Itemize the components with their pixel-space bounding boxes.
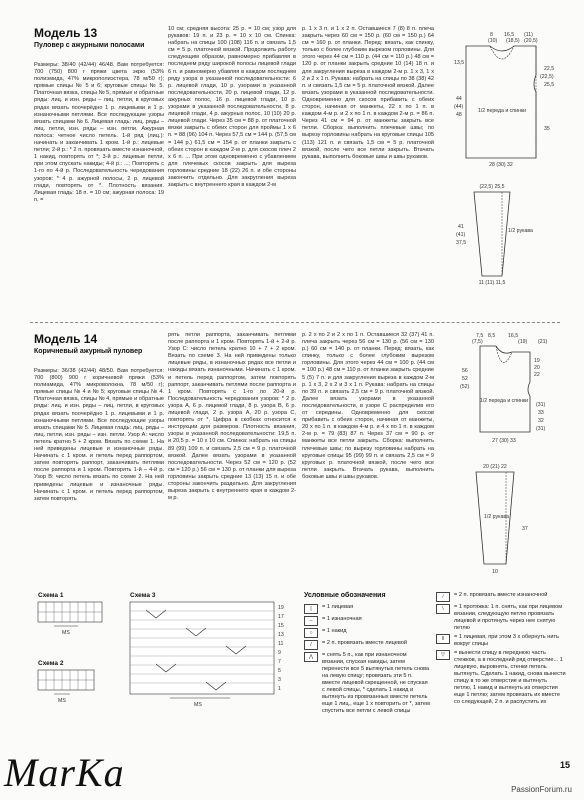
model14-top-3: 16,5 — [508, 333, 519, 339]
purl-stitch-icon: – — [304, 616, 318, 626]
legend-item-text: = 1 накид — [322, 628, 347, 634]
model14-body-bottom: 27 (30) 33 — [492, 438, 516, 444]
model13-title: Модель 13 — [34, 26, 98, 40]
model13-side-0: 13,5 — [454, 60, 465, 66]
model14-col2-text: рять петли раппорта, заканчивать петлями после раппорта и 1 кром. Повторять 1-й + 2-й р. Узор C: число петель кратно 10 + 7 + 2 кром. Вязать по схеме 3. На ней приведены только лицевые ряды, в изнаночных рядах все петли и накиды вязать изнаночными. Начинать с 1 кром. и петель перед раппортом, затем повторять раппорт, заканчивать петлями после раппорта и 1 кром. Повторять с 1-го по 20-й р. Последовательность чередования узоров: * 2 р. узора А, 6 р. лицевой глади, 8 р. узора В, 6 р. лицевой глади, 2 р. узора А, 20 р. узора С, повторять от *. Цифра в скобках относится к инструкции для размеров. Плотность вязания, узоры в указанной последовательности: 19,5 п. и 20,5 р. = 10 х 10 см. Спинка: набрать на спицы 89 (99) 109 п. и связать 2,5 см = 9 р. платочной вязкой. Далее вязать узорами в указанной последовательности. Через 52 см = 120 р. (52 см = 120 р.) 56 см = 130 р. от планки для выреза горловины закрыть средние 13 (13) 15 п. и обе стороны закончить раздельно. Для закругления выреза закрыть с внутреннего края в каждом 2-м р. — [168, 332, 296, 502]
scheme3-title: Схема 3 — [130, 592, 156, 599]
cluster-5-icon: ⋀ — [304, 652, 318, 662]
model13-top-2: (10) — [488, 38, 498, 44]
scheme3-row-9: 9 — [278, 650, 281, 656]
model13-side-3: 25,5 — [544, 82, 555, 88]
scheme1-title: Схема 1 — [38, 592, 64, 599]
model13-sleeve-side-2: 37,5 — [456, 240, 467, 246]
model13-col2-text: 10 см; средняя высота: 25 р. = 10 см; узор для рукавов: 19 п. и 23 р. = 10 х 10 см. Спинка: набрать на спицы 100 (108) 116 п. и связать 1,5 см = 5 р. платочной вязкой. Продолжить работу следующим образом, равномерно прибавляя в последнем ряду широкой полосы лицевой глади 6 п. и равномерно убавляя в каждом последнем ряду узора в указанной последовательности: 6 р. лицевой глади, 10 р. узорами в указанной последовательности, 20 р. лицевой глади, 12 р. ажурных полос, 16 р. лицевой глади, 10 р. узорами в указанной последовательности, 8 р. лицевой глади, 4 р. ажурных полос, 10 (10) 20 р. лицевой глади. Через 35 см = 88 р. от платочной вязки закрыть с обеих сторон для проймы 1 х 6 п. = 88 (96) 104 п. Через 57,5 см = 144 р. (57,5 см = 144 р.) 61,5 см = 154 р. от планки закрыть с обеих сторон в каждом 2-м р. для скосов плеч 2 х 6 п. ... При этом одновременно с убавлением для плечевых скосов закрыть для выреза горловины средние 18 (22) 26 п. и обе стороны закончить отдельно. Для закругления выреза закрыть с внутреннего края в каждом 2-м — [168, 26, 296, 189]
model13-col2 — [168, 26, 296, 314]
model14-top-0: 7,5 — [476, 333, 484, 339]
model14-side-9: (31) — [536, 426, 546, 432]
scheme3-row-13: 13 — [278, 632, 284, 638]
model13-col3-text: р. 1 х 3 п. и 1 х 2 п. Оставшиеся 7 (8) 8 п. плеча закрыть через 60 см = 150 р. (60 см = 150 р.) 64 см = 160 р. от планки. Перед: вязать, как спинку, только с более глубоким вырезом горловины. Для этого через 44 см = 110 р. (44 см = 110 р.) 48 см = 120 р. от планки закрыть средние 10 (14) 18 п. и для закругления выреза в каждом 2-м р. 1 х 3, 1 х 2 и 2 х 1 п. Рукава: набрать на спицы по 38 (38) 42 п. и связать 1,5 см = 5 р. платочной вязкой. Далее вязать узорами в указанной последовательности. Одновременно для скосов прибавить с обеих сторон, начиная от манжеты, 22 х по 1 п. в каждом 4-м р. и 2 х по 1 п. в каждом 2-м р. = 86 п. Через 41 см = 94 р. от манжеты закрыть все петли. Сборка: выполнить плечевые швы; по вырезу горловины набрать на круговые спицы 105 (113) 121 п. и связать 1,5 см = 5 р. платочной вязкой, после чего все петли закрыть. Втачать рукава, выполнить боковые швы и швы рукавов. — [302, 26, 434, 160]
ssk-icon: \ — [436, 604, 450, 614]
legend-title: Условные обозначения — [304, 592, 386, 599]
model14-col1 — [34, 368, 164, 576]
model13-sleeve-svg — [452, 180, 562, 290]
legend-item — [436, 604, 566, 632]
scheme1-grid — [30, 600, 120, 640]
model14-subtitle: Коричневый ажурный пуловер — [34, 348, 143, 355]
model14-sleeve-svg — [450, 460, 560, 580]
model14-side-8: 32 — [538, 418, 544, 424]
scheme2-grid — [30, 668, 120, 708]
legend-col1 — [304, 604, 430, 717]
model13-side-1: 22,5 — [544, 66, 555, 72]
scheme3-row-11: 11 — [278, 641, 284, 647]
model14-title: Модель 14 — [34, 332, 98, 346]
scheme3-row-19: 19 — [278, 605, 284, 611]
scheme3-svg — [126, 600, 296, 708]
model13-side-2: (22,5) — [540, 74, 554, 80]
model14-side-1: 20 — [534, 365, 540, 371]
model14-side-6: (31) — [536, 402, 546, 408]
pulled-loop-icon: ▽ — [436, 650, 450, 660]
model13-sleeve-schematic — [452, 180, 562, 290]
model14-col3 — [302, 332, 434, 576]
signature-watermark: MarKa — [4, 750, 125, 795]
legend-item — [436, 650, 566, 706]
model14-side-3: 56 — [462, 368, 468, 374]
model14-body-svg — [440, 332, 570, 452]
legend-item — [304, 604, 430, 614]
legend-item — [304, 616, 430, 626]
model13-body-bottom: 28 (30) 32 — [489, 162, 513, 168]
model13-sleeve-bottom: 11 (11) 11,5 — [478, 280, 506, 286]
model13-side-5: (44) — [454, 104, 464, 110]
legend-item-text: = 2 п. провязать вместе лицевой — [322, 640, 408, 646]
page-number: 15 — [559, 760, 570, 770]
model13-top-5: (20,5) — [524, 38, 538, 44]
scheme3-row-7: 7 — [278, 659, 281, 665]
model14-sleeve-bottom: 10 — [492, 569, 498, 575]
model13-top-0: 8 — [490, 32, 493, 38]
model13-side-7: 35 — [544, 126, 550, 132]
model13-body-schematic — [440, 30, 570, 170]
model13-body-caption: 1/2 переда и спинки — [477, 108, 527, 114]
model14-col1-text: Размеры: 36/38 (42/44) 48/50. Вам потребуется: 700 (800) 900 г коричневой пряжи (53% полиамида, 47% микроволокна, 78 м/50 г); прямые спицы № 4 и № 5; круговые спицы № 4. Платочная вязка, спицы № 4, прямые и обратные ряды: лиц. и изн. ряды – лиц. петли, в круговых рядах вязать поочерёдно 1 р. лицевыми и 1 р. изнаночными петлями. Все последующие узоры вязать спицами № 5. Лицевая гладь: лиц. ряды – лиц. петли, изн. ряды – изн. петли. Узор A: число петель кратно 5 + 2 кром. Вязать по схеме 1. На ней приведены лицевые и изнаночные ряды. Начинать с 1 кром. и петель перед раппортом, затем повторять раппорт, заканчивать петлями после раппорта и 1 кром. Повторять 1-й – 4-й р. Узор B: число петель вязать по схеме 2. На ней приведены лицевые и изнаночные ряды. Начинать с 1 кром. и петель перед раппортом, затем повторять — [34, 368, 164, 502]
yarn-over-icon: ○ — [304, 628, 318, 638]
scheme1-svg — [30, 600, 120, 640]
model14-side-0: 19 — [534, 358, 540, 364]
model13-top-1: 16,5 — [504, 32, 515, 38]
legend-item-text: = 1 лицевая — [322, 604, 354, 610]
model13-sleeve-side-1: (41) — [456, 232, 466, 238]
model13-col1-text: Размеры: 38/40 (42/44) 46/48. Вам потребуется: 700 (750) 800 г пряжи цвета экрю (53% полиэмида, 47% микрополиэстера, 78 м/50 г); прямые спицы № 5 и 6; круговые спицы № 5. Платочная вязка, спицы № 5, прямые и обратные ряды: лиц. и изн. ряды – лиц. петли, в круговых рядах вязать поочерёдно 1 р. лицевыми и 1 р. изнаночными петлями. Все последующие узоры вязать спицами № 6. Лицевая гладь: лиц. ряды – лиц. петли, изн. ряды – изн. петли. Ажурная полоса: четное число петель. 1-й ряд (лиц.): начинать и заканчивать 1 кром. 1-й р.: лицевые петли; 2-й р.: * 2 п. провязать вместе изнаночной, 1 накид, повторять от *; 3-й р.: лицевые петли, при этом спускать накиды; 4-й р.: ...; Повторять с 1-го по 4-й р. Последовательность чередования узоров: * 4 р. ажурной полосы, 2 р. лицевой глади, повторять от *. Плотность вязания. Лицевая гладь: 18 п. = 10 см; ажурная полоса: 19 п. = — [34, 62, 164, 203]
model13-subtitle: Пуловер с ажурными полосами — [34, 42, 145, 49]
legend-item-text: = 1 протяжка: 1 п. снять, как при лицевом вязании, следующую петлю провязать лицевой и протянуть через нее снятую петлю — [454, 604, 563, 631]
legend-col2 — [436, 592, 566, 708]
k2tog-icon: / — [304, 640, 318, 650]
model14-top-1: (7,5) — [472, 339, 483, 345]
model14-top-4: (19) — [518, 339, 528, 345]
scheme3-row-17: 17 — [278, 614, 284, 620]
legend-item — [304, 628, 430, 638]
model13-top-4: (11) — [524, 32, 533, 38]
model14-top-5: (21) — [538, 339, 548, 345]
scheme3-grid — [126, 600, 296, 708]
legend-item — [436, 592, 566, 602]
model13-side-4: 44 — [456, 96, 462, 102]
legend-item — [436, 634, 566, 648]
scheme2-title: Схема 2 — [38, 660, 64, 667]
model14-top-2: 8,5 — [488, 333, 496, 339]
model14-side-5: (52) — [460, 384, 470, 390]
knit-stitch-icon: | — [304, 604, 318, 614]
scheme3-row-5: 5 — [278, 668, 281, 674]
scheme2-svg — [30, 668, 120, 708]
model14-col2 — [168, 332, 296, 576]
scheme3-row-1: 1 — [278, 686, 281, 692]
scheme2-ms: MS — [58, 698, 66, 704]
legend-item-text: = 1 лицевая, при этом 3 х обернуть нить вокруг спицы — [454, 634, 559, 647]
model14-body-caption: 1/2 переда и спинки — [479, 398, 529, 404]
model13-top-3: (18,5) — [506, 38, 520, 44]
model13-col3 — [302, 26, 434, 314]
model13-sleeve-side-0: 41 — [458, 224, 464, 230]
scheme3-row-3: 3 — [278, 677, 281, 683]
model13-body-svg — [440, 30, 570, 170]
elongated-stitch-icon: ‖ — [436, 634, 450, 644]
scheme3-ms: MS — [194, 702, 202, 708]
section-divider — [30, 322, 560, 323]
model14-side-2: 22 — [534, 372, 540, 378]
model14-col3-text: р. 2 х по 2 и 2 х по 1 п. Оставшиеся 32 (37) 41 п. плеча закрыть через 56 см = 130 р. (56 см = 130 р.) 60 см = 140 р. от планки. Перед: вязать, как спинку, только с более глубоким вырезом горловины. Для этого через 44 см = 100 р. (44 см = 100 р.) 48 см = 110 р. от планки закрыть средние 5 (5) 7 п. и для закругления выреза в каждом 2-м р. 1 х 3, 2 х 2 и 3 х 1 п. Рукава: набрать на спицы по 39 п. и связать 2,5 см = 9 р. платочной вязкой. Далее вязать узорами в указанной последовательности, в узоре С распределив его от середины. Одновременно для скосов прибавить с обеих сторон, начиная от манжеты, 20 х по 1 п. в каждом 4-м р. и 4 х по 1 п. в каждом 2-м р. = 79 (83) 87 п. Через 37 см = 90 р. от манжеты все петли закрыть. Сборка: выполнить плечевые швы; по вырезу горловины набрать на круговые спицы 95 (99) 99 п. и связать 2,5 см = 9 круговых р. платочной вязкой, после чего все петли закрыть. Втачать рукава, выполнить боковые швы и швы рукавов. — [302, 332, 434, 480]
legend-item-text: = вынести спицу в переднюю часть стежков, а в последний ряд отверстие... 1 лицевую, выровнять, стенки петель вытянуть. Сделать 1 накид, снова вынести спицу в то же отверстие и вытянуть петлю, 1 накид и вытянуть из отверстия еще 1 петлю; затем провязать их вместе со следующей, 2 п. и распустить их — [454, 650, 566, 705]
scheme3-row-15: 15 — [278, 623, 284, 629]
legend-item-text: = снять 5 п., как при изнаночном вязании, спуская накиды, затем перенести все 5 вытянутых петель снова на левую спицу; провязать эти 5 п. вместе лицевой скрещенной, не спуская с левой спицы, * сделать 1 накид и вытянуть из провязанных вместе петель еще 1 лиц., еще 1 х повторить от *, затем спустить все петли с левой спицы — [322, 652, 430, 714]
model14-side-4: 52 — [462, 376, 468, 382]
p2tog-icon: ∕ — [436, 592, 450, 602]
model14-side-7: 33 — [538, 410, 544, 416]
model14-sleeve-top: 20 (21) 22 — [483, 464, 507, 470]
scheme1-ms: MS — [62, 630, 70, 636]
legend-item — [304, 640, 430, 650]
model13-sleeve-caption: 1/2 рукава — [508, 228, 533, 234]
site-watermark: PassionForum.ru — [511, 785, 572, 794]
model13-side-6: 48 — [456, 112, 462, 118]
model14-sleeve-schematic — [450, 460, 560, 580]
model14-sleeve-caption: 1/2 рукава — [484, 514, 509, 520]
model13-sleeve-top: (22,5) 25,5 — [479, 184, 505, 190]
model14-body-schematic — [440, 332, 570, 452]
model14-sleeve-side-0: 37 — [522, 526, 528, 532]
legend-item-text: = 2 п. провязать вместе изнаночной — [454, 592, 548, 598]
model13-col1 — [34, 62, 164, 314]
legend-item — [304, 652, 430, 715]
legend-item-text: = 1 изнаночная — [322, 616, 362, 622]
